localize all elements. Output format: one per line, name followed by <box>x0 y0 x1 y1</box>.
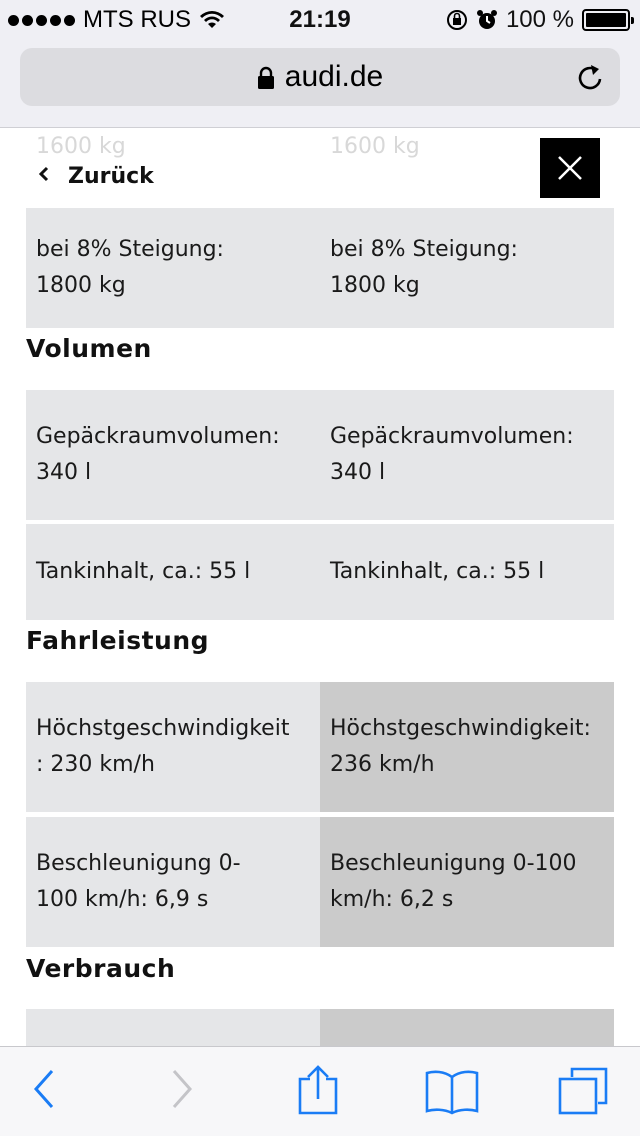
battery-percentage: 100 % <box>505 6 574 33</box>
share-icon[interactable] <box>296 1063 340 1117</box>
lock-icon <box>257 66 275 90</box>
spec-text: Beschleunigung 0-100 km/h: 6,2 s <box>330 851 577 912</box>
faded-value-right: 1600 kg <box>330 134 420 159</box>
spec-cell-right-highlight <box>320 817 614 947</box>
alarm-icon <box>476 9 498 31</box>
spec-text: Tankinhalt, ca.: 55 l <box>330 559 545 584</box>
browser-address-area <box>0 40 640 128</box>
spec-text: bei 8% Steigung: 1800 kg <box>330 237 518 298</box>
tabs-icon[interactable] <box>556 1065 610 1117</box>
back-arrow-icon[interactable] <box>30 1067 58 1111</box>
spec-row-hoechstgeschwindigkeit <box>26 682 614 812</box>
section-title-volumen: Volumen <box>26 334 152 363</box>
spec-row-steigung <box>26 208 614 328</box>
reload-icon[interactable] <box>576 61 606 93</box>
spec-cell-left <box>26 682 320 812</box>
browser-toolbar <box>0 1046 640 1136</box>
orientation-lock-icon <box>446 9 468 31</box>
spec-text: Tankinhalt, ca.: 55 l <box>36 559 251 584</box>
spec-cell-left <box>26 1009 320 1046</box>
section-title-fahrleistung: Fahrleistung <box>26 626 210 655</box>
clock: 21:19 <box>289 6 351 33</box>
carrier-name: MTS RUS <box>83 6 191 33</box>
spec-cell-left <box>26 390 320 520</box>
faded-value-left: 1600 kg <box>36 134 126 159</box>
spec-cell-right-highlight <box>320 1009 614 1046</box>
spec-text: Höchstgeschwindigkeit : 230 km/h <box>36 716 290 777</box>
spec-cell-right <box>320 390 614 520</box>
spec-text: Gepäckraumvolumen: 340 l <box>330 424 574 485</box>
url-display[interactable] <box>20 60 620 94</box>
status-right <box>446 6 630 34</box>
close-icon <box>556 154 584 182</box>
page-content <box>0 128 640 1046</box>
spec-cell-left <box>26 208 320 328</box>
spec-row-gepaeckraum <box>26 390 614 520</box>
spec-cell-right-highlight <box>320 682 614 812</box>
spec-text: bei 8% Steigung: 1800 kg <box>36 237 224 298</box>
back-label: Zurück <box>68 164 154 189</box>
url-domain: audi.de <box>284 60 384 93</box>
battery-icon <box>582 9 630 31</box>
spec-cell-right <box>320 524 614 620</box>
forward-arrow-icon[interactable] <box>168 1067 196 1111</box>
spec-text: Höchstgeschwindigkeit: 236 km/h <box>330 716 591 777</box>
address-bar[interactable] <box>20 48 620 106</box>
spec-row-beschleunigung <box>26 817 614 947</box>
spec-text: Gepäckraumvolumen: 340 l <box>36 424 280 485</box>
spec-text: Beschleunigung 0- 100 km/h: 6,9 s <box>36 851 241 912</box>
bookmarks-icon[interactable] <box>424 1067 480 1115</box>
section-title-verbrauch: Verbrauch <box>26 954 176 983</box>
spec-row-tankinhalt <box>26 524 614 620</box>
close-button[interactable] <box>540 138 600 198</box>
spec-cell-right <box>320 208 614 328</box>
status-bar <box>0 0 640 40</box>
spec-cell-left <box>26 524 320 620</box>
spec-cell-left <box>26 817 320 947</box>
chevron-left-icon <box>38 164 50 189</box>
spec-row-partial <box>26 1009 614 1046</box>
back-link[interactable] <box>38 164 154 189</box>
